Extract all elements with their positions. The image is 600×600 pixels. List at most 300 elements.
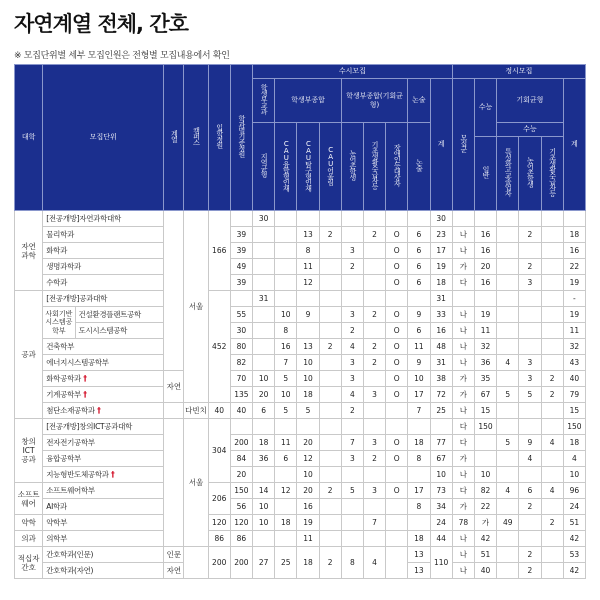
table-cell (386, 211, 408, 227)
table-cell: 40 (474, 563, 496, 579)
table-row (15, 227, 586, 243)
table-cell (253, 259, 275, 275)
table-cell: 다 (452, 435, 474, 451)
table-cell (541, 419, 563, 435)
header-jeongsi-total: 계 (563, 79, 585, 211)
table-cell (319, 323, 341, 339)
table-cell: O (386, 451, 408, 467)
table-cell: 12 (275, 483, 297, 499)
table-cell (275, 211, 297, 227)
table-cell: 7 (363, 515, 385, 531)
table-cell: 15 (563, 403, 585, 419)
table-cell (541, 403, 563, 419)
table-cell (275, 275, 297, 291)
table-cell (474, 435, 496, 451)
table-cell (541, 467, 563, 483)
table-cell: 2 (363, 355, 385, 371)
table-cell: 나 (452, 339, 474, 355)
table-cell: 16 (430, 323, 452, 339)
header-susi: 수시모집 (253, 65, 453, 79)
table-cell: 3 (341, 355, 363, 371)
table-cell: 11 (474, 323, 496, 339)
admission-quota: 40 (208, 403, 230, 419)
header-student-subject: 학생부교과 (253, 79, 275, 123)
header-j-basic: 기초생활수급자등 (541, 137, 563, 211)
admission-quota: 86 (208, 531, 230, 547)
table-cell (341, 419, 363, 435)
table-cell: 10 (253, 371, 275, 387)
unit-name: 약학부 (43, 515, 164, 531)
page-note: ※ 모집단위별 세부 모집인원은 전형별 모집내용에서 확인 (14, 51, 230, 61)
admission-quota: 120 (208, 515, 230, 531)
table-cell: 11 (408, 339, 430, 355)
table-cell: O (386, 307, 408, 323)
table-cell: 18 (408, 531, 430, 547)
table-cell: 79 (563, 387, 585, 403)
table-cell (497, 339, 519, 355)
table-cell: 70 (230, 371, 252, 387)
table-cell: 나 (452, 563, 474, 579)
table-cell (541, 259, 563, 275)
table-cell: 18 (563, 227, 585, 243)
table-cell: 2 (341, 323, 363, 339)
table-cell: 150 (230, 483, 252, 499)
unit-name: 소프트웨어학부 (43, 483, 164, 499)
table-cell (319, 387, 341, 403)
table-cell: 6 (408, 227, 430, 243)
table-cell: 19 (297, 515, 319, 531)
table-cell: 2 (363, 451, 385, 467)
table-cell: O (386, 387, 408, 403)
table-cell (253, 419, 275, 435)
table-cell: 120 (230, 515, 252, 531)
table-cell (519, 467, 541, 483)
table-row (15, 387, 586, 403)
table-cell (319, 531, 341, 547)
table-cell (497, 419, 519, 435)
header-college: 대학 (15, 65, 43, 211)
admission-quota: 200 (208, 547, 230, 579)
unit-name: 도시시스템공학 (75, 323, 164, 339)
unit-name: 수학과 (43, 275, 164, 291)
header-gihoe: 기회균형 (497, 79, 564, 123)
table-cell: 36 (474, 355, 496, 371)
table-cell: 10 (474, 467, 496, 483)
table-cell: 가 (452, 387, 474, 403)
table-cell (341, 211, 363, 227)
table-cell: 다 (452, 419, 474, 435)
table-cell: 24 (430, 515, 452, 531)
table-cell: 84 (230, 451, 252, 467)
table-cell: 72 (430, 387, 452, 403)
table-cell (275, 499, 297, 515)
unit-name: 에너지시스템공학부 (43, 355, 164, 371)
table-cell (497, 291, 519, 307)
unit-name: 간호학과(인문) (43, 547, 164, 563)
table-cell: 11 (297, 531, 319, 547)
table-cell: 5 (275, 403, 297, 419)
unit-name: 화학과 (43, 243, 164, 259)
table-row (15, 355, 586, 371)
table-cell: 2 (519, 259, 541, 275)
college-name: 자연 과학 (15, 211, 43, 291)
header-essay: 논술 (408, 79, 430, 123)
table-cell: 나 (452, 467, 474, 483)
table-cell: 20 (474, 259, 496, 275)
table-cell (386, 403, 408, 419)
unit-name: 기계공학부 † (43, 387, 164, 403)
table-cell (275, 259, 297, 275)
college-name: 창의 ICT 공과 (15, 419, 43, 483)
table-cell (519, 243, 541, 259)
unit-name: [전공개방]창의ICT공과대학 (43, 419, 164, 435)
table-cell: 가 (452, 371, 474, 387)
table-cell: 17 (430, 243, 452, 259)
table-cell: 42 (563, 531, 585, 547)
table-cell: 42 (563, 563, 585, 579)
table-cell (519, 403, 541, 419)
table-cell (497, 371, 519, 387)
table-cell: 135 (230, 387, 252, 403)
table-cell: 55 (230, 307, 252, 323)
table-cell: 9 (408, 307, 430, 323)
table-cell (363, 243, 385, 259)
table-row (15, 243, 586, 259)
table-cell: 16 (563, 243, 585, 259)
header-suneung: 수능 (474, 79, 496, 137)
table-cell: 10 (275, 387, 297, 403)
table-cell: 9 (408, 355, 430, 371)
table-cell: 38 (430, 371, 452, 387)
campus: 서울 (184, 211, 208, 403)
table-cell: 2 (519, 227, 541, 243)
table-cell: 11 (297, 259, 319, 275)
table-cell (386, 419, 408, 435)
table-cell (519, 339, 541, 355)
table-cell: 나 (452, 323, 474, 339)
table-cell (497, 531, 519, 547)
table-cell: 18 (253, 435, 275, 451)
table-cell: 49 (230, 259, 252, 275)
table-cell: 30 (230, 323, 252, 339)
table-cell (341, 499, 363, 515)
table-cell (297, 419, 319, 435)
table-cell: 20 (297, 435, 319, 451)
table-cell (430, 419, 452, 435)
table-cell: 12 (297, 451, 319, 467)
table-cell (541, 339, 563, 355)
table-cell (363, 419, 385, 435)
table-cell: 24 (563, 499, 585, 515)
table-cell: 49 (497, 515, 519, 531)
table-cell: 9 (297, 307, 319, 323)
unit-name: 물리학과 (43, 227, 164, 243)
table-cell: 18 (297, 387, 319, 403)
table-cell (452, 291, 474, 307)
table-cell: 2 (541, 371, 563, 387)
table-cell: 10 (297, 355, 319, 371)
table-cell: 39 (230, 243, 252, 259)
new-mark-icon: † (80, 374, 87, 383)
table-cell: 18 (275, 515, 297, 531)
table-cell: 2 (319, 483, 341, 499)
header-cau-explore: CAU탐구형인재 (297, 123, 319, 211)
unit-name: [전공개방]자연과학대학 (43, 211, 164, 227)
table-cell (408, 467, 430, 483)
table-cell: 20 (297, 483, 319, 499)
sub-department: 사회기반 시스템공학부 (43, 307, 75, 339)
table-cell: 22 (474, 499, 496, 515)
table-cell (541, 291, 563, 307)
table-cell: 3 (363, 387, 385, 403)
table-row (15, 403, 586, 419)
table-cell (363, 211, 385, 227)
table-cell: 31 (253, 291, 275, 307)
table-cell (363, 259, 385, 275)
table-cell (541, 499, 563, 515)
table-cell: 6 (408, 243, 430, 259)
table-cell (253, 339, 275, 355)
unit-name: [전공개방]공과대학 (43, 291, 164, 307)
table-cell: 5 (275, 371, 297, 387)
table-cell: 34 (430, 499, 452, 515)
table-cell: 가 (452, 499, 474, 515)
table-row (15, 435, 586, 451)
admission-table (14, 64, 586, 579)
table-row (15, 467, 586, 483)
table-cell (319, 243, 341, 259)
table-cell: 18 (563, 435, 585, 451)
table-cell: 2 (363, 307, 385, 323)
table-row (15, 371, 586, 387)
header-disabled: 장애인등대상자 (386, 123, 408, 211)
table-cell: O (386, 227, 408, 243)
table-cell (363, 531, 385, 547)
table-cell: 8 (408, 499, 430, 515)
table-cell: 16 (297, 499, 319, 515)
table-cell: 42 (474, 531, 496, 547)
table-cell (519, 307, 541, 323)
unit-name: 융합공학부 (43, 451, 164, 467)
table-cell: 4 (363, 547, 385, 579)
table-cell: 나 (452, 307, 474, 323)
table-cell: 13 (408, 563, 430, 579)
table-cell (497, 547, 519, 563)
table-cell (386, 499, 408, 515)
table-cell: 18 (408, 435, 430, 451)
unit-name: 전자전기공학부 (43, 435, 164, 451)
series: 인문 (164, 547, 184, 563)
table-cell: 17 (408, 387, 430, 403)
header-unit: 모집단위 (43, 65, 164, 211)
college-name: 의과 (15, 531, 43, 547)
table-cell (497, 499, 519, 515)
unit-name: 건축학부 (43, 339, 164, 355)
table-cell (386, 291, 408, 307)
header-opportunity: 학생부종합(기회균형) (341, 79, 408, 123)
table-cell (363, 291, 385, 307)
table-cell: 30 (430, 211, 452, 227)
series (164, 403, 184, 419)
table-cell: 78 (452, 515, 474, 531)
table-cell: 나 (452, 547, 474, 563)
table-cell: 2 (341, 259, 363, 275)
table-cell (230, 291, 252, 307)
table-cell: 18 (430, 275, 452, 291)
table-row (15, 451, 586, 467)
table-cell: 5 (297, 403, 319, 419)
admission-quota: 452 (208, 291, 230, 403)
table-cell (474, 291, 496, 307)
table-cell (319, 307, 341, 323)
table-cell (519, 323, 541, 339)
table-cell: 3 (341, 371, 363, 387)
table-cell (253, 243, 275, 259)
table-cell: 10 (275, 307, 297, 323)
table-cell (230, 419, 252, 435)
table-cell: O (386, 339, 408, 355)
table-cell (497, 403, 519, 419)
table-cell: 3 (519, 275, 541, 291)
table-cell: 48 (430, 339, 452, 355)
table-cell: 13 (297, 227, 319, 243)
table-cell: 2 (541, 515, 563, 531)
table-cell (297, 211, 319, 227)
table-cell: 25 (430, 403, 452, 419)
table-cell: 82 (474, 483, 496, 499)
table-cell (541, 211, 563, 227)
header-specialized-hs: 특성화고교졸업자 (497, 137, 519, 211)
table-cell: 32 (563, 339, 585, 355)
table-row (15, 275, 586, 291)
table-cell (319, 467, 341, 483)
table-cell: 2 (319, 547, 341, 579)
table-cell: 4 (341, 387, 363, 403)
table-cell (319, 259, 341, 275)
table-cell (541, 531, 563, 547)
table-cell (519, 419, 541, 435)
campus: 다빈치 (184, 403, 208, 419)
header-jeongsi: 정시모집 (452, 65, 585, 79)
table-cell: 32 (474, 339, 496, 355)
table-cell: 39 (230, 275, 252, 291)
table-cell: 16 (474, 227, 496, 243)
table-cell: 10 (297, 467, 319, 483)
table-cell: 13 (408, 547, 430, 563)
table-cell (319, 499, 341, 515)
table-cell: 4 (497, 483, 519, 499)
table-row (15, 515, 586, 531)
table-cell: 16 (474, 243, 496, 259)
header-cau-allround: CAU어울림 (319, 123, 341, 211)
table-cell (275, 291, 297, 307)
table-cell: - (563, 291, 585, 307)
table-cell (497, 467, 519, 483)
table-cell: 5 (519, 387, 541, 403)
table-cell: 3 (341, 243, 363, 259)
table-cell (319, 515, 341, 531)
table-cell (541, 563, 563, 579)
table-cell: 7 (341, 435, 363, 451)
unit-name: 화학공학과 † (43, 371, 164, 387)
table-cell (519, 515, 541, 531)
table-cell (474, 211, 496, 227)
table-cell: 13 (297, 339, 319, 355)
table-cell (497, 451, 519, 467)
table-cell (408, 211, 430, 227)
table-body (15, 211, 586, 579)
table-row (15, 547, 586, 563)
table-cell (541, 547, 563, 563)
table-cell: 4 (563, 451, 585, 467)
table-cell: 3 (341, 451, 363, 467)
table-cell (341, 227, 363, 243)
table-cell (253, 355, 275, 371)
table-cell: 40 (230, 403, 252, 419)
table-cell (386, 467, 408, 483)
table-cell (319, 403, 341, 419)
table-cell: 53 (563, 547, 585, 563)
unit-name: 첨단소재공학과 † (43, 403, 164, 419)
table-cell: 10 (408, 371, 430, 387)
table-cell: 가 (474, 515, 496, 531)
table-cell (275, 243, 297, 259)
header-suneung-sub: 수능 (497, 123, 564, 137)
series: 자연 (164, 371, 184, 403)
unit-name: AI학과 (43, 499, 164, 515)
table-cell: 2 (519, 499, 541, 515)
table-cell (253, 531, 275, 547)
table-cell (386, 547, 408, 579)
table-cell: 6 (275, 451, 297, 467)
table-cell (275, 531, 297, 547)
table-cell: 4 (497, 355, 519, 371)
table-row (15, 291, 586, 307)
unit-name: 의학부 (43, 531, 164, 547)
table-cell: 67 (474, 387, 496, 403)
series (164, 419, 184, 547)
table-cell (297, 323, 319, 339)
table-cell (253, 227, 275, 243)
table-cell: 14 (253, 483, 275, 499)
table-cell: 4 (541, 483, 563, 499)
table-cell (408, 515, 430, 531)
table-cell (319, 435, 341, 451)
table-cell: 10 (430, 467, 452, 483)
table-cell: 11 (563, 323, 585, 339)
table-cell (386, 515, 408, 531)
table-cell (497, 323, 519, 339)
table-cell (541, 355, 563, 371)
header-basic-living: 기초생활수급자등 (363, 123, 385, 211)
table-cell (253, 307, 275, 323)
page-title: 자연계열 전체, 간호 (14, 12, 188, 36)
table-cell: 2 (319, 227, 341, 243)
table-cell: 8 (408, 451, 430, 467)
table-cell: 6 (408, 323, 430, 339)
table-cell: 3 (341, 307, 363, 323)
table-cell: 3 (363, 435, 385, 451)
table-cell (230, 211, 252, 227)
table-cell: 35 (474, 371, 496, 387)
table-cell (497, 275, 519, 291)
table-cell: O (386, 355, 408, 371)
table-cell (319, 275, 341, 291)
susi-total: 110 (430, 547, 452, 579)
table-cell: 31 (430, 355, 452, 371)
table-cell (275, 467, 297, 483)
table-cell: 4 (341, 339, 363, 355)
